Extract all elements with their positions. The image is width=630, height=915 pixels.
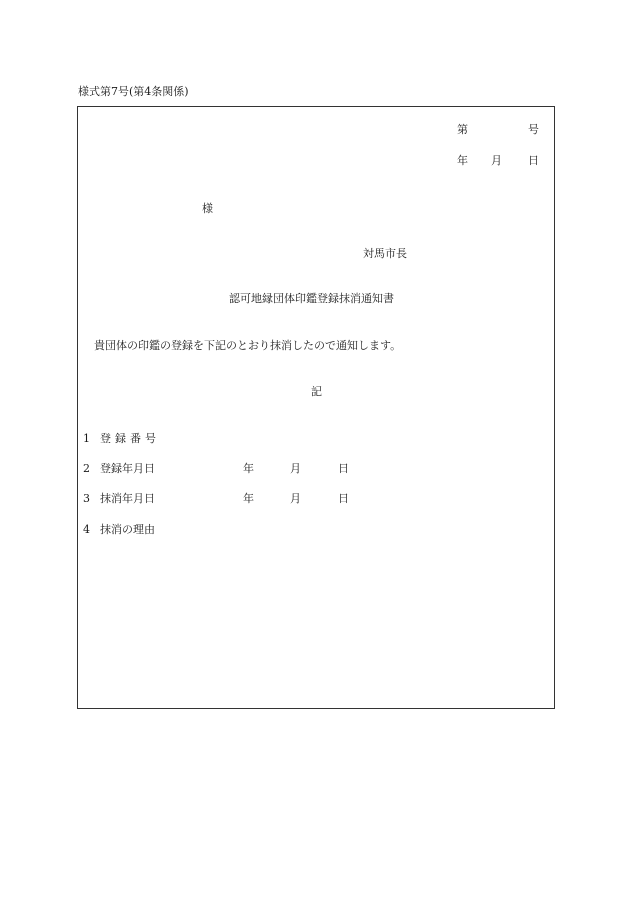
registration-date-month-label: 月 [290,462,301,475]
form-number-label: 様式第7号(第4条関係) [78,85,189,98]
cancellation-date-day-label: 日 [338,492,349,505]
item-label-registration-number: 登録番号 [100,432,160,445]
cancellation-date-year-label: 年 [243,492,254,505]
item-label-cancellation-reason: 抹消の理由 [100,523,155,536]
registration-date-day-label: 日 [338,462,349,475]
issue-date-day-label: 日 [528,154,539,167]
issue-date-month-label: 月 [491,154,502,167]
addressee-honorific: 様 [202,202,213,215]
item-number: 4 [83,523,90,536]
issue-date-year-label: 年 [457,154,468,167]
sender-name: 対馬市長 [363,247,407,260]
item-number: 1 [83,432,90,445]
item-label-registration-date: 登録年月日 [100,462,155,475]
ki-heading: 記 [311,385,322,398]
document-title: 認可地縁団体印鑑登録抹消通知書 [229,292,394,305]
item-label-cancellation-date: 抹消年月日 [100,492,155,505]
document-number-suffix: 号 [528,123,539,136]
item-number: 2 [83,462,90,475]
item-number: 3 [83,492,90,505]
body-text: 貴団体の印鑑の登録を下記のとおり抹消したので通知します。 [94,339,402,352]
form-frame [77,106,555,709]
document-number-prefix: 第 [457,123,468,136]
registration-date-year-label: 年 [243,462,254,475]
cancellation-date-month-label: 月 [290,492,301,505]
